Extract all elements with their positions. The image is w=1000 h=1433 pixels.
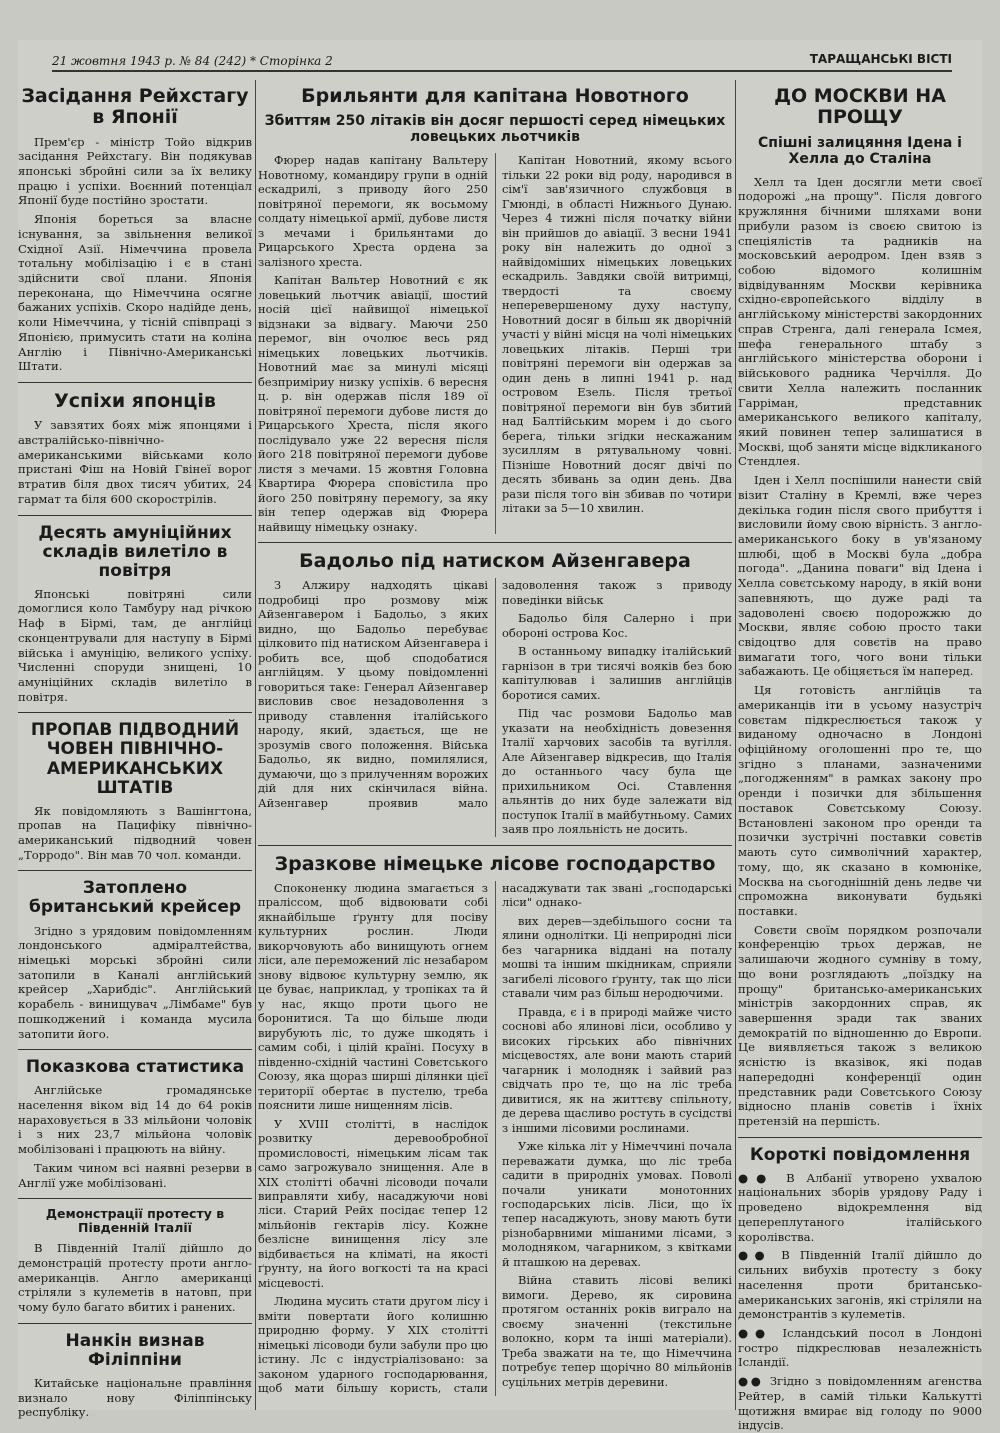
article-subtitle: Спішні залицяння Ідена і Хелла до Сталіна [758,134,962,167]
article-novotny-diamonds [258,86,732,534]
paragraph: Уже кілька літ у Німеччині почала переважати думка, що ліс треба садити в природніх умовах. Поволі почали уникати монотонних господарських лісів. Ліси, що їх тепер насаджують, знову мають бути різнобарвними мішаними лісами, з молодняком, чагарником, з квітками й пташкою на деревах. [502,1139,732,1269]
paragraph: Японські повітряні сили домоглися коло Тамбуру над річкою Наф в Бірмі, там, де англійці сконцентрували для наступу в Бірмі війська і амуніцію, великого успіху. Численні споруди знищені, 10 амуніційних складів вилетіло в повітря. [18,586,252,704]
article-submarine-lost [18,721,252,862]
paragraph: Правда, є і в природі майже чисто соснові або ялинові ліси, особливо у високих гірських або північних місцевостях, але вони мають старий чагарник і молодняк і зайвий раз свідчать про те, що на ліс треба дивитися, як на життєву спільноту, де дерева щасливо ростуть в сусідстві з іншими лісовими рослинами. [502,1004,733,1135]
paragraph: Під час розмови Бадольо мав указати на необхідність довезення Італії харчових засобів та вугілля. Але Айзенгавер відкресив, що Італія до останнього часу була ще прихильником Осі. Ставлення альянтів до них буде залежати від поступок Італії в майбутньому. Самих заяв про лояльність не досить. [502,706,732,837]
paragraph: Війна ставить лісові великі вимоги. Дерево, як сировина протягом останніх років виграло на своєму значенні (текстильне волокно, корм та інші матеріали). Треба зважати на те, що Німеччина потребує тепер щорічно 80 мільйонів суцільних метрів деревини. [502,1273,732,1389]
paragraph: Капітан Вальтер Новотний є як ловецький льотчик авіації, шостий носій цієї найвищої німецької відзнаки за відвагу. Маючи 250 перемог, він очолює весь ряд німецьких ловецьких льотчиків. Новотний має за минулі місяці безприміриу низку успіхів. 6 вересня ц. р. він одержав після 189 ої повітряної перемоги дубове листя до Рицарського Хреста, після якого послідувало уже 22 вересня після його 218 повітряної перемоги дубове листя з мечами. 15 жовтня Головна Квартира Фюрера сповістила про його 250 повітряну перемогу, за яку він тепер одержав від Фюрера найвищу німецьку ознаку. [258,273,488,534]
article-ammunition-depots [18,524,252,705]
masthead [52,52,952,72]
paragraph: Прем'єр - міністр Тойо відкрив засідання Рейхстагу. Він подякував японські збройні сили за їх велику працю і успіхи. Воєнний потенціал Японії буде постійно зростати. [18,134,252,208]
article-title: Десять амуніційних складів вилетіло в повітря [38,522,232,581]
divider [18,1198,252,1199]
divider [18,1049,252,1050]
paragraph: Ця готовість англійців та американців іти в усьому назустріч совєтам підкреслюється також у виданому одночасно в Лондоні офіційному оголошенні про те, що згідно з планами, зазначеними „погодженням" в рамках закону про оренди і позички для збільшення поставок Совєтському Союзу. Встановлені законом про оренди та позички зустрічні поставки совєтів мають суто символічний характер, тому, що, як сказано в комюніке, Москва на сьогоднішній день ледве чи спроможна виконувати будьякі поставки. [738,683,982,918]
news-item: ●● Ісландський посол в Лондоні гостро підкреслював незалежність Ісландії. [738,1325,982,1370]
column-divider [255,80,256,1410]
article-title: Короткі повідомлення [749,1144,971,1165]
article-body [258,881,732,1396]
article-title: ПРОПАВ ПІДВОДНИЙ ЧОВЕН ПІВНІЧНО-АМЕРИКАНСЬКИХ ШТАТІВ [30,720,240,798]
news-item: ●● Згідно з повідомленням агенства Рейтер, в самій тільки Калькутті щотижня вмирає від голоду по 9000 індусів. [738,1374,982,1433]
article-title: Брильянти для капітана Новотного [301,85,689,107]
paragraph: Совєти своїм порядком розпочали конференцію трьох держав, не залишаючи жодного сумніву в тому, що вони розглядають „поїздку на прощу" британсько-американських міністрів закордонних справ, як завершення зради так званих демократій по відношенню до Европи. Це виявляється також з великою ясністю із вказівок, які подав напередодні конференції один представник ради Совєтського Союзу відносно планів совєтів і їхніх претензій на першість. [738,922,982,1128]
paragraph: Як повідомляють з Вашінгтона, пропав на Пацифіку північно-американський підводний човен „Торродо". Він мав 70 чол. команди. [18,803,252,862]
article-body [258,153,732,534]
article-badoglio-eisenhower [258,551,732,837]
article-to-moscow [738,86,982,1129]
paragraph: Людина мусить стати другом лісу і вміти повертати його колишню природню форму. У XIX столітті німецькі лісоводи були забули про цю істину. Лс с індустріалізовано: за законом ударного господарювання, щоб мати більшу користь, стали насаджувати так звані „господарські ліси" однако- [258,880,732,1396]
paragraph: вих дерев—здебільшого сосни та ялини однолітки. Ці неприродні ліси без чагарника віддані на поталу мошві та іншим шкідникам, сприяли загибелі лісового ґрунту, так що ліси ставали чим раз більш неродючими. [502,913,732,1001]
paragraph: В Південній Італії дійшло до демонстрацій протесту проти англо-американців. Англо американці стріляли з кулеметів в натовп, при чому було багато вбитих і ранених. [18,1241,252,1315]
paragraph: У завзятих боях між японцями і австралійсько-північно-американськими військами коло пристані Фіш на Новій Гвінеї ворог втратив біля двох тисяч убитих, 24 гармат та біля 600 скорострілів. [18,418,252,506]
divider [738,1137,982,1138]
article-title: Засідання Рейхстагу в Японії [21,85,249,129]
article-title: Показкова статистика [25,1057,245,1078]
right-column [738,80,982,1433]
divider [258,542,732,543]
article-german-forestry [258,854,732,1396]
center-column [258,80,732,1410]
paragraph: Таким чином всі наявні резерви в Англії уже мобілізовані. [18,1160,252,1190]
paragraph: Капітан Новотний, якому всього тільки 22 роки від роду, народився в сім'ї зав'язичного службовця в Гмюнді, в області Нижнього Дунаю. Через 4 тижні після початку війни він прийшов до авіації. З весни 1941 року він належить до одної з найвідоміших німецьких ловецьких ескадриль. Завдяки своїй витримці, твердості та своєму неперевершеному духу наступу, Новотний досяг в більш як дворічній участі у війні місця на чолі німецьких ловецьких літаків. Перші три повітряні перемоги він одержав за один день в липні 1941 р. над островом Езель. Після третьої повітряної перемоги він був збитий над Балтійським морем і до сього берега, тільки згідки нескажаним зусиллям в рятувальному човні. Пізніше Новотний досяг двічі по десять збивань за один день. Два рази після того він збивав по чотири літаки за 5—10 хвилин. [502,153,732,516]
left-column [18,80,252,1420]
paragraph: Китайське національне правління визнало нову Філіппінську республіку. [18,1375,252,1420]
paragraph: Згідно з урядовим повідомленням лондонського адміралтейства, німецькі морські збройні сили затопили в Каналі англійський крейсер „Харибдіс". Англійський корабель - винищувач „Лімбаме" був пошкоджений і команда мусила затопити його. [18,923,252,1041]
article-subtitle: Збиттям 250 літаків він досяг першості серед німецьких ловецьких льотчиків [264,113,726,146]
divider [18,712,252,713]
article-cruiser-sunk [18,879,252,1041]
article-japanese-success [18,391,252,507]
divider [18,382,252,383]
issue-line: 21 жовтня 1943 р. № 84 (242) * Сторінка 2 [52,54,333,68]
paragraph: Японія бореться за власне існування, за звільнення великої Східної Азії. Німеччина провела тотальну мобілізацію і є в стані здійснити свої плани. Японія переконана, що Німеччина осягне бажаних успіхів. Скоро надійде день, коли Німеччина, у тісній співпраці з Японією, примусить стати на коліна Англію і Північно-Американські Штати. [18,212,252,374]
paragraph: Іден і Хелл поспішили нанести свій візит Сталіну в Кремлі, вже через декілька годин після свого прибуття і висловили йому свою вірність. З англо-американського боку в ув'язаному шлюбі, щоб в Москві була „добра погода". „Данина поваги" від Ідена і Хелла совєтському народу, в якій вони запевняють, що дуже раді та задоволені своєю подорожжю до Москви, являє собою просто таки свідоцтво для совєтів на право вимагати того, чого вони тільки забажають. Це обіцяється їм наперед. [738,473,982,679]
paper-name: ТАРАЩАНСЬКІ ВІСТІ [809,52,952,66]
paragraph: Фюрер надав капітану Вальтеру Новотному, командиру групи в одній ескадрилі, з приводу його 250 повітряної перемоги, як восьмому солдату німецької армії, дубове листя з мечами і брильянтами до Рицарського Хреста ордена за залізного хреста. [258,153,488,269]
article-body [258,578,732,836]
article-title: ДО МОСКВИ НА ПРОЩУ [774,85,946,129]
divider [18,1323,252,1324]
article-reichstag-japan [18,86,252,374]
paragraph: З Алжиру надходять цікаві подробиці про розмову між Айзенгавером і Бадольо, з яких видно, що Бадольо перебуває цілковито під натиском Айзенгавера і робить все, щоб сподобатися англійцям. У цьому повідомленні говориться таке: Генерал Айзенгавер висловив своє незадоволення з приводу ставлення італійського народу, який, здається, ще не зрозумів свого положення. Війська Бадольо, як видно, помилялися, думаючи, що з прилученням ворожих дій для них скінчилася війна. Айзенгавер проявив мало задоволення також з приводу поведінки військ [258,578,732,810]
article-title: Демонстрації протесту в Південній Італії [45,1206,225,1236]
paragraph: В останньому випадку італійський гарнізон в три тисячі вояків без бою капітулював і залишив англійців боротися самих. [502,644,732,702]
divider [18,515,252,516]
paragraph: Бадольо біля Салерно і при обороні острова Кос. [502,611,732,640]
article-title: Затоплено британський крейсер [28,878,242,918]
article-title: Зразкове німецьке лісове господарство [274,852,716,875]
news-item: ●● В Албанії утворено ухвалою національних зборів урядову Раду і проведено відокремлення від цепереплутаного італійського королівства. [738,1170,982,1244]
article-nanking-philippines [18,1332,252,1420]
news-item: ●● В Південній Італії дійшло до сильних вибухів протесту з боку населення проти британсько-американських загонів, які стріляли на демонстрантів з кулеметів. [738,1248,982,1322]
divider [18,870,252,871]
article-statistics [18,1058,252,1190]
article-title: Нанкін визнав Філіппіни [65,1330,205,1370]
divider [258,845,732,846]
article-protests-italy [18,1207,252,1315]
article-short-news [738,1146,982,1433]
article-title: Бадольо під натиском Айзенгавера [299,550,691,573]
paragraph: У XVIII столітті, в наслідок розвитку деревообробної промисловості, німецьким лісам так само загрожувало знищення. Але в XIX столітті обачні лісоводи почали виправляти хибу, насаджуючи нові ліси. Старий Рейх посідає тепер 12 мільйонів гектарів лісу. Кожне безлісне винищення лісу зле відбивається на кліматі, на якості ґрунту, на його вогкості та на красі місцевості. [258,1116,488,1290]
paragraph: Англійське громадянське населення віком від 14 до 64 років нараховується в 33 мільйони чоловік і з них 23,7 мільйона чоловік мобілізовані і працюють на війну. [18,1083,252,1157]
paragraph: Хелл та Іден досягли мети своєї подорожі „на прощу". Після довгого кружляння бічними шляхами вони прибули разом із своєю свитою із спеціялістів та радників на московський аеродром. Іден взяв з собою відомого колишнім відвідуванням Москви керівника східно-європейського відділу в англійському міністерстві закордонних справ Стренга, далі генерала Ісмея, шефа генерального штабу з англійського міністерства оборони і військового радника Черчілля. До свити Хелла належить посланник Гарріман, представник американського великого капіталу, який повинен тепер залишатися в Москві, щоб заняти місце відкликаного Стендлея. [738,174,982,469]
article-title: Успіхи японців [54,390,216,413]
paragraph: Споконенку людина змагається з праліссом, щоб відвоювати собі якнайбільше ґрунту для посіву культурних рослин. Люди викорчовують або винищують огнем ліси, але переможений ліс незабаром знову відвоює культурну землю, як це буває, наприклад, у тропіках та й у нас, якщо проти цього не боронитися. Та що більше люди вирубують ліс, то дуже шкодять і самим собі, і цілій країні. Посуху в південно-східній частині Совєтського Союзу, яка щораз ширші ділянки цієї території обертає в пустелю, треба пояснити лише нищенням лісів. [258,880,488,1113]
column-divider [735,80,736,1410]
